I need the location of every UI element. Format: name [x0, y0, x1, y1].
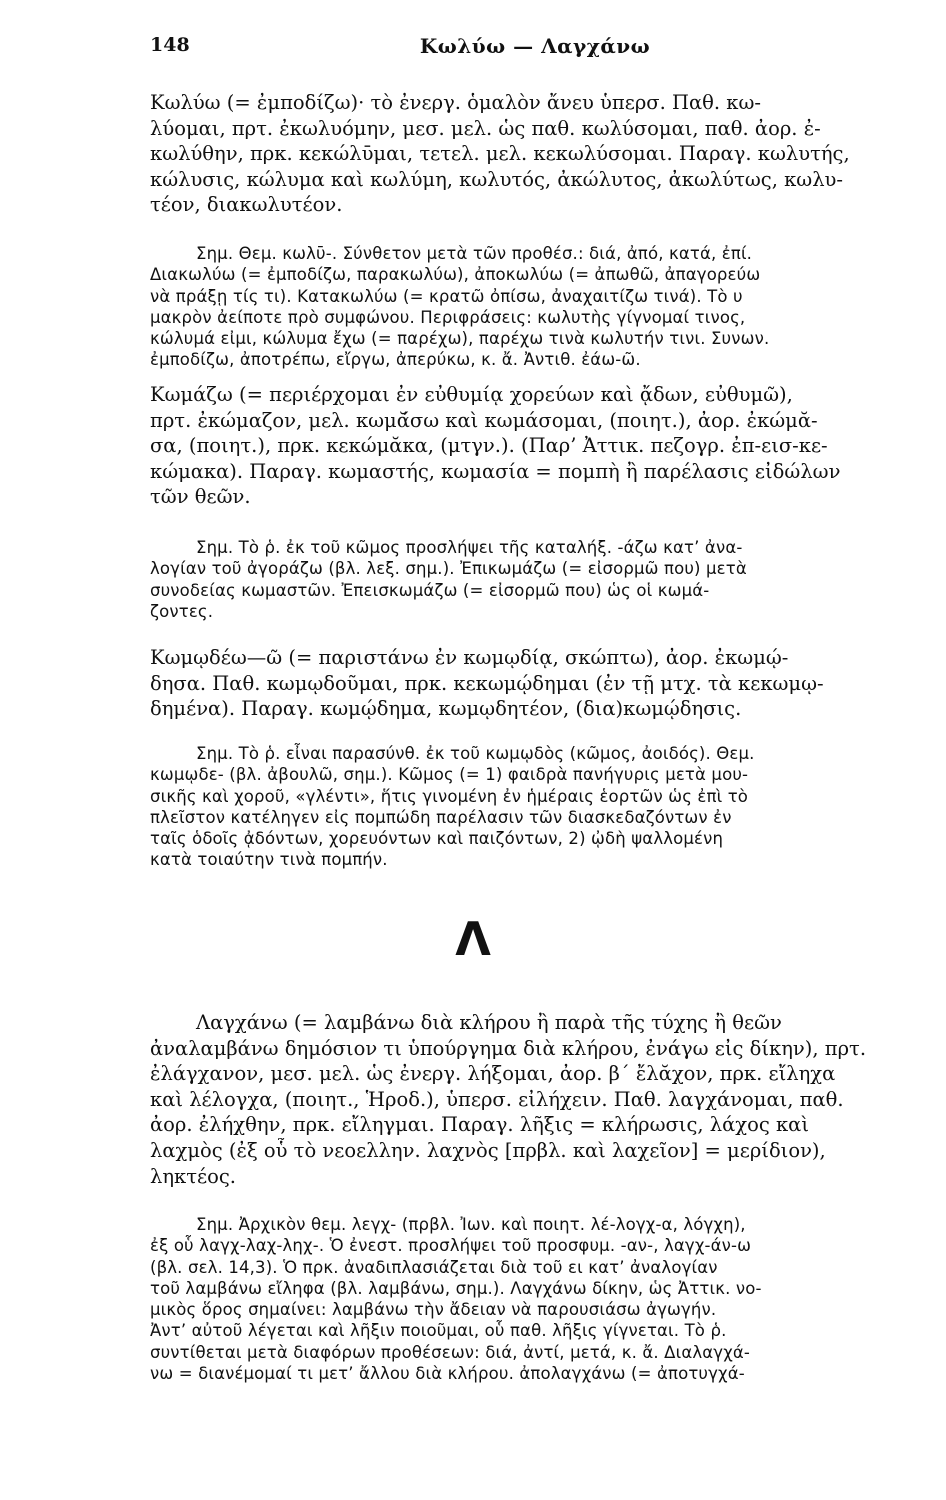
- page-number: 148: [150, 34, 190, 56]
- note-line: Σημ. Τὸ ῥ. ἐκ τοῦ κῶμος προσλήψει τῆς καταλήξ. -άζω κατ’ ἀνα-: [196, 538, 743, 557]
- note-line: συντίθεται μετὰ διαφόρων προθέσεων: διά, ἀντί, μετά, κ. ἄ. Διαλαγχά-: [150, 1342, 751, 1362]
- entry-komazo: [150, 382, 940, 510]
- note-kolyo: [150, 243, 940, 371]
- note-line: Σημ. Τὸ ῥ. εἶναι παρασύνθ. ἐκ τοῦ κωμῳδὸς (κῶμος, ἀοιδός). Θεμ.: [196, 744, 755, 763]
- entry-lagchano: [150, 1010, 940, 1189]
- entry-line: πρτ. ἐκώμαζον, μελ. κωμᾰ́σω καὶ κωμάσομαι, (ποιητ.), ἀορ. ἐκώμᾰ-: [150, 408, 818, 432]
- note-line: πλεῖστον κατέληγεν εἰς πομπώδη παρέλασιν τῶν διασκεδαζόντων ἐν: [150, 807, 732, 827]
- note-line: λογίαν τοῦ ἀγοράζω (βλ. λεξ. σημ.). Ἐπικωμάζω (= εἰσορμῶ που) μετὰ: [150, 559, 747, 579]
- entry-kolyo: [150, 90, 940, 218]
- entry-line: σα, (ποιητ.), πρκ. κεκώμᾰκα, (μτγν.). (Παρ’ Ἀττικ. πεζογρ. ἐπ-εισ-κε-: [150, 434, 828, 458]
- note-line: Σημ. Θεμ. κωλῡ-. Σύνθετον μετὰ τῶν προθέσ.: διά, ἀπό, κατά, ἐπί.: [196, 244, 753, 263]
- entry-line: τῶν θεῶν.: [150, 485, 251, 509]
- entry-line: λύομαι, πρτ. ἐκωλυόμην, μεσ. μελ. ὡς παθ. κωλύσομαι, παθ. ἀορ. ἐ-: [150, 116, 821, 140]
- entry-line: ἀναλαμβάνω δημόσιον τι ὑπούργημα διὰ κλήρου, ἐνάγω εἰς δίκην), πρτ.: [150, 1036, 867, 1060]
- note-line: Σημ. Ἀρχικὸν θεμ. λεγχ- (πρβλ. Ἰων. καὶ ποιητ. λέ-λογχ-α, λόγχη),: [196, 1215, 746, 1234]
- note-line: σικῆς καὶ χοροῦ, «γλέντι», ἥτις γινομένη ἐν ἡμέραις ἑορτῶν ὡς ἐπὶ τὸ: [150, 786, 749, 806]
- note-komodeo: [150, 743, 940, 871]
- note-line: κώλυμά εἰμι, κώλυμα ἔχω (= παρέχω), παρέχω τινὰ κωλυτήν τινι. Συνων.: [150, 329, 770, 349]
- note-line: κατὰ τοιαύτην τινὰ πομπήν.: [150, 850, 388, 870]
- entry-line: κώμακα). Παραγ. κωμαστής, κωμασία = πομπὴ ἢ παρέλασις εἰδώλων: [150, 459, 841, 483]
- note-line: νω = διανέμομαί τι μετ’ ἄλλου διὰ κλήρου. ἀπολαγχάνω (= ἀποτυγχά-: [150, 1364, 745, 1384]
- running-head: Κωλύω — Λαγχάνω: [419, 34, 651, 58]
- entry-line: κώλυσις, κώλυμα καὶ κωλύμη, κωλυτός, ἀκώλυτος, ἀκωλύτως, κωλυ-: [150, 167, 844, 191]
- note-line: μακρὸν ἀείποτε πρὸ συμφώνου. Περιφράσεις: κωλυτὴς γίγνομαί τινος,: [150, 307, 746, 327]
- entry-line: ληκτέος.: [150, 1164, 236, 1188]
- entry-komodeo: [150, 645, 940, 722]
- note-line: ἐξ οὗ λαγχ-λαχ-ληχ-. Ὁ ἐνεστ. προσλήψει τοῦ προσφυμ. -αν-, λαγχ-άν-ω: [150, 1236, 752, 1256]
- entry-line: ἀορ. ἐλήχθην, πρκ. εἴληγμαι. Παραγ. λῆξις = κλήρωσις, λάχος καὶ: [150, 1113, 809, 1137]
- note-line: νὰ πράξῃ τίς τι). Κατακωλύω (= κρατῶ ὀπίσω, ἀναχαιτίζω τινά). Τὸ υ: [150, 286, 743, 306]
- note-line: Διακωλύω (= ἐμποδίζω, παρακωλύω), ἀποκωλύω (= ἀπωθῶ, ἀπαγορεύω: [150, 265, 761, 285]
- entry-line: Λαγχάνω (= λαμβάνω διὰ κλήρου ἢ παρὰ τῆς τύχης ἢ θεῶν: [196, 1011, 782, 1034]
- note-line: ταῖς ὁδοῖς ᾀδόντων, χορευόντων καὶ παιζόντων, 2) ᾠδὴ ψαλλομένη: [150, 829, 724, 849]
- entry-line: καὶ λέλογχα, (ποιητ., Ἡροδ.), ὑπερσ. εἰλήχειν. Παθ. λαγχάνομαι, παθ.: [150, 1087, 844, 1111]
- note-line: ἐμποδίζω, ἀποτρέπω, εἴργω, ἀπερύκω, κ. ἄ. Ἀντιθ. ἐάω-ῶ.: [150, 350, 641, 370]
- note-line: Ἀντ’ αὐτοῦ λέγεται καὶ λῆξιν ποιοῦμαι, οὗ παθ. λῆξις γίγνεται. Τὸ ῥ.: [150, 1321, 727, 1341]
- entry-line: ἐλάγχανον, μεσ. μελ. ὡς ἐνεργ. λήξομαι, ἀορ. β΄ ἔλᾰχον, πρκ. εἴληχα: [150, 1062, 836, 1086]
- note-lagchano: [150, 1214, 940, 1384]
- entry-line: δημένα). Παραγ. κωμῴδημα, κωμῳδητέον, (δια)κωμῴδησις.: [150, 697, 742, 721]
- note-line: μικὸς ὅρος σημαίνει: λαμβάνω τὴν ἄδειαν νὰ παρουσιάσω ἀγωγήν.: [150, 1300, 717, 1320]
- entry-line: Κωλύω (= ἐμποδίζω)· τὸ ἐνεργ. ὁμαλὸν ἄνευ ὑπερσ. Παθ. κω-: [150, 91, 761, 114]
- note-line: τοῦ λαμβάνω εἴληφα (βλ. λαμβάνω, σημ.). Λαγχάνω δίκην, ὡς Ἀττικ. νο-: [150, 1278, 762, 1298]
- letter-heading: Λ: [455, 912, 491, 966]
- entry-line: δησα. Παθ. κωμῳδοῦμαι, πρκ. κεκωμῴδημαι (ἐν τῇ μτχ. τὰ κεκωμῳ-: [150, 671, 824, 695]
- entry-line: Κωμῳδέω—ῶ (= παριστάνω ἐν κωμῳδίᾳ, σκώπτω), ἀορ. ἐκωμῴ-: [150, 646, 789, 669]
- entry-line: Κωμάζω (= περιέρχομαι ἐν εὐθυμίᾳ χορεύων καὶ ᾄδων, εὐθυμῶ),: [150, 383, 793, 406]
- entry-line: τέον, διακωλυτέον.: [150, 193, 343, 217]
- note-line: ζοντες.: [150, 601, 214, 621]
- entry-line: λαχμὸς (ἐξ οὗ τὸ νεοελλην. λαχνὸς [πρβλ. καὶ λαχεῖον] = μερίδιον),: [150, 1138, 826, 1162]
- entry-line: κωλύθην, πρκ. κεκώλῡμαι, τετελ. μελ. κεκωλύσομαι. Παραγ. κωλυτής,: [150, 142, 850, 166]
- note-line: συνοδείας κωμαστῶν. Ἐπεισκωμάζω (= εἰσορμῶ που) ὡς οἱ κωμά-: [150, 580, 710, 600]
- page-header: [150, 34, 920, 64]
- note-line: κωμῳδε- (βλ. ἀβουλῶ, σημ.). Κῶμος (= 1) φαιδρὰ πανήγυρις μετὰ μου-: [150, 765, 749, 785]
- note-komazo: [150, 537, 940, 622]
- note-line: (βλ. σελ. 14,3). Ὁ πρκ. ἀναδιπλασιάζεται διὰ τοῦ ει κατ’ ἀναλογίαν: [150, 1257, 718, 1277]
